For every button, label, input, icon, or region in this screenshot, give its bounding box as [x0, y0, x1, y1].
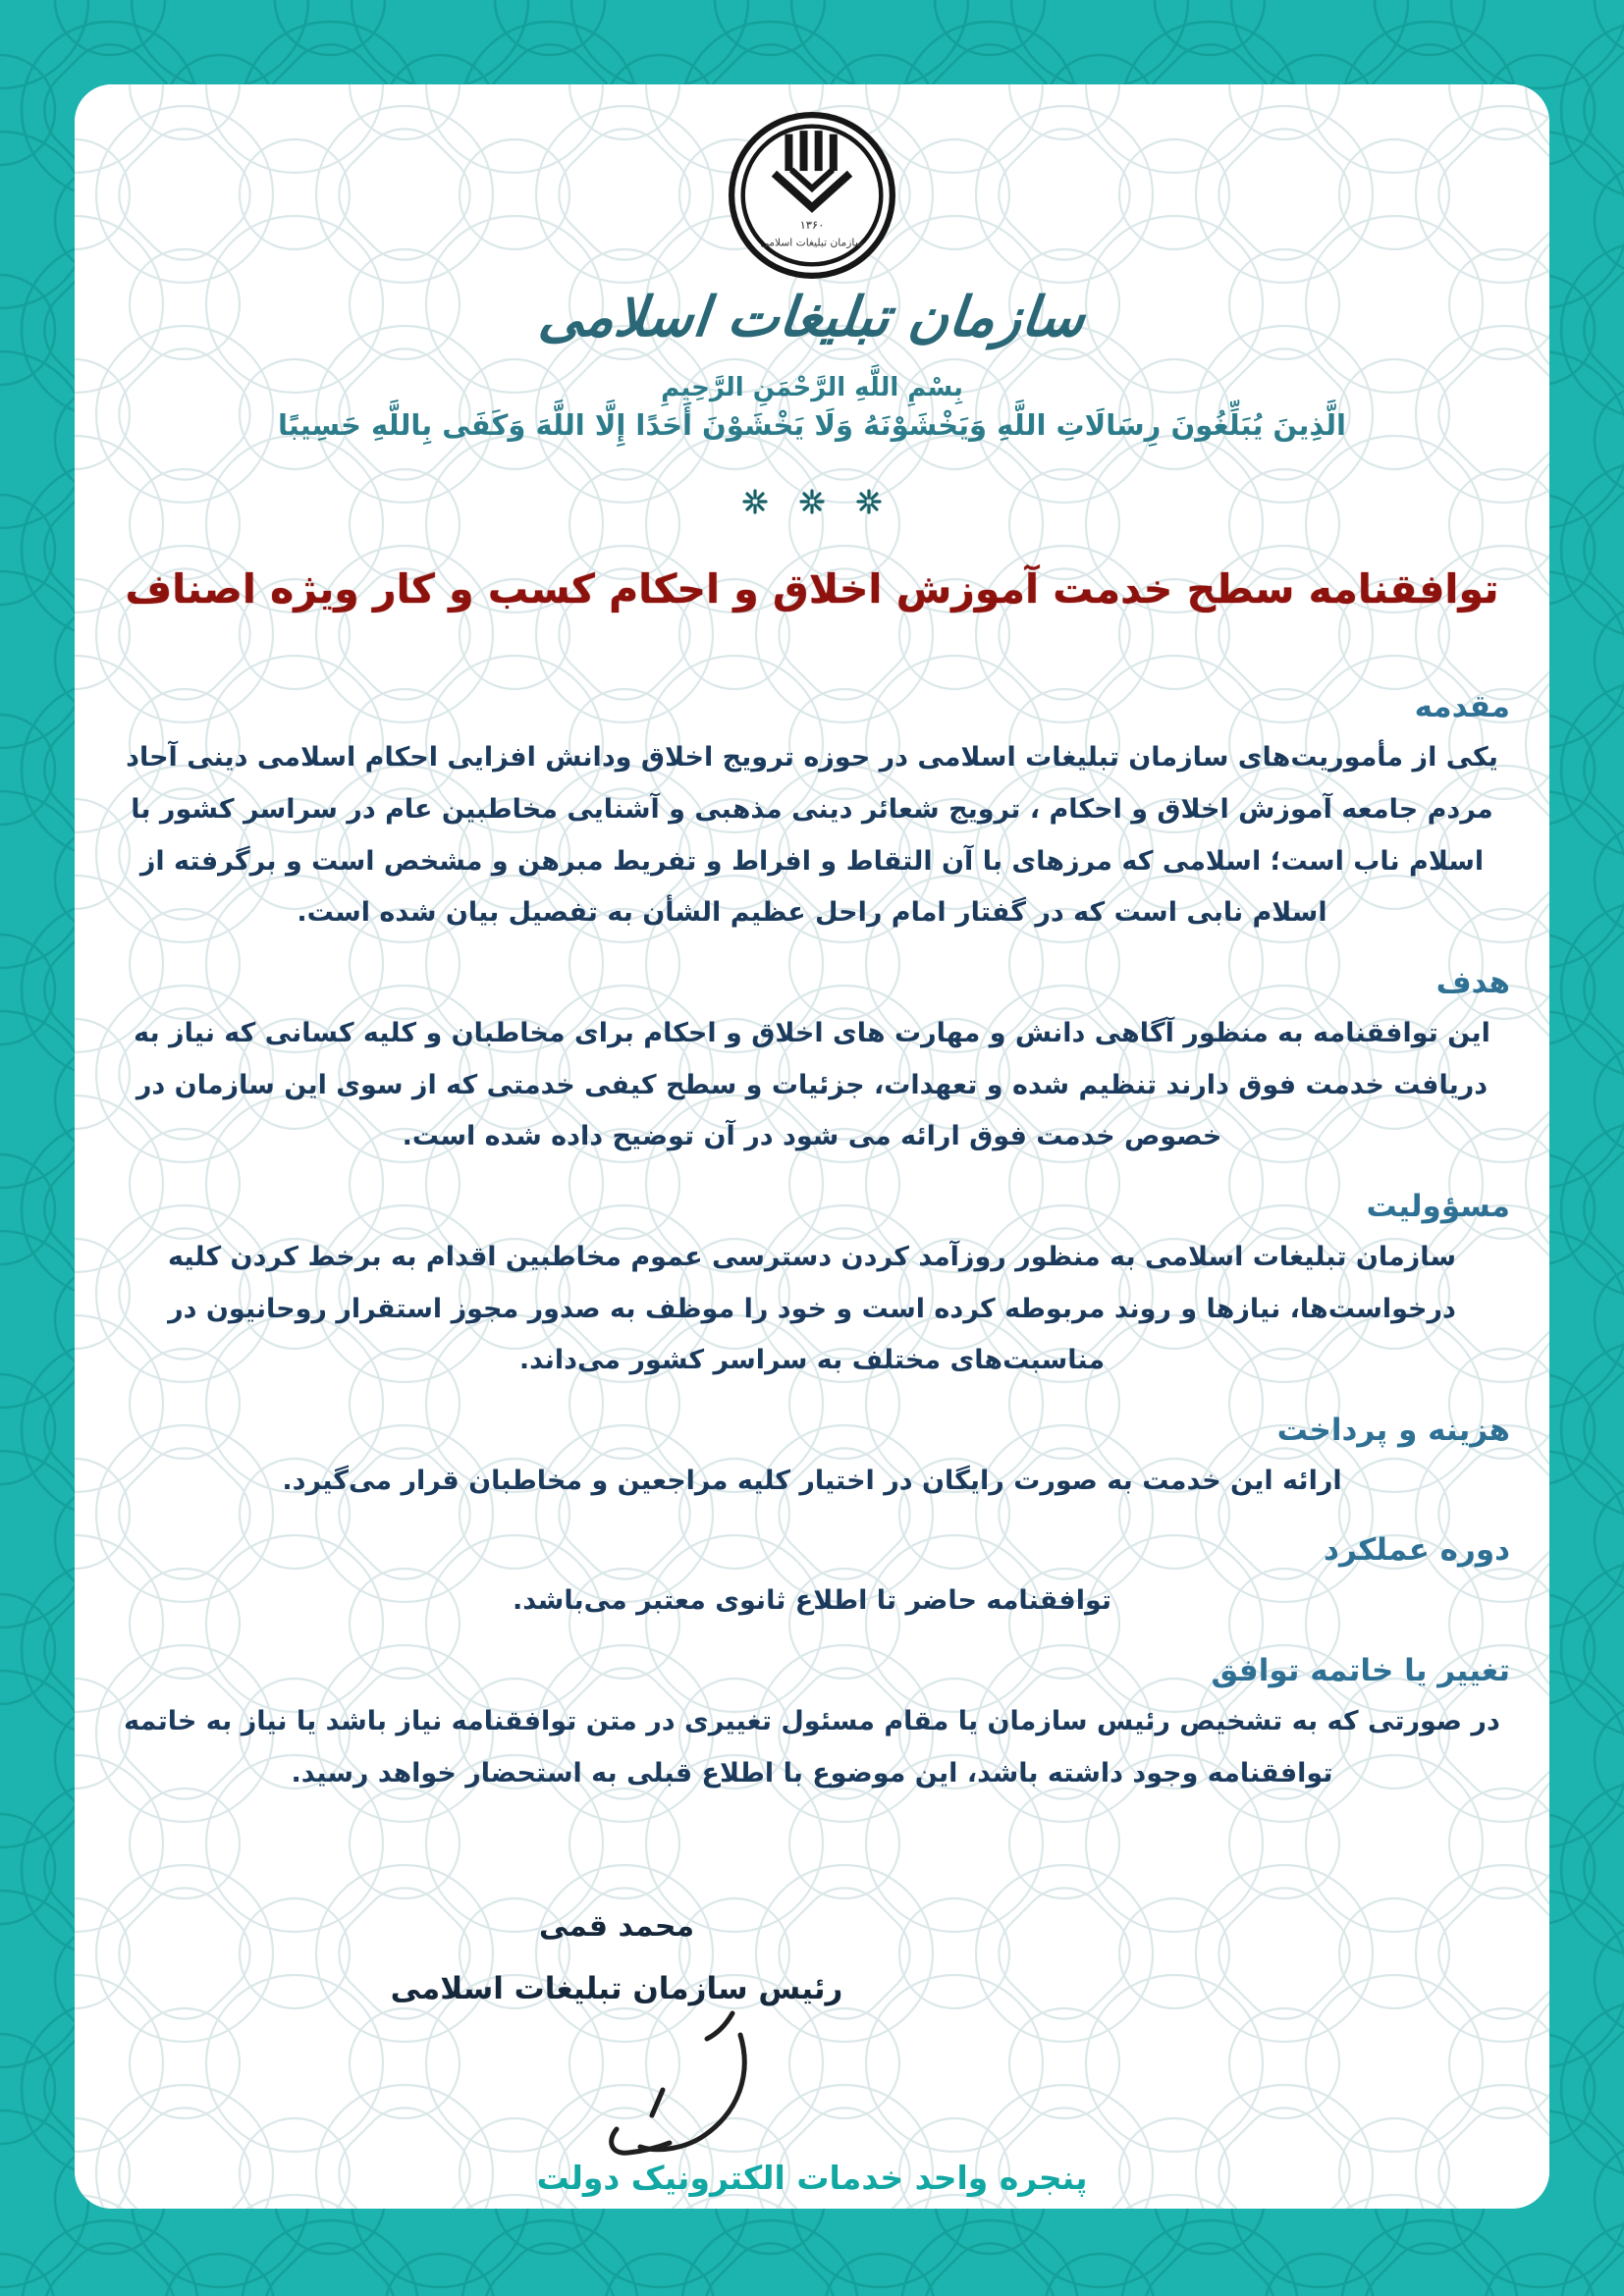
signatory-name: محمد قمی	[538, 1909, 695, 1945]
star-icon	[797, 487, 827, 516]
section-cost-payment	[114, 1413, 1510, 1508]
section-performance-period	[114, 1532, 1510, 1628]
section-goal-heading: هدف	[1435, 964, 1510, 1000]
emblem-year: ۱۳۶۰	[799, 217, 825, 232]
section-performance-period-heading: دوره عملکرد	[1324, 1532, 1510, 1569]
org-emblem-icon	[725, 108, 899, 283]
section-change-termination-body: در صورتی که به تشخیص رئیس سازمان یا مقام مسئول تغییری در متن توافقنامه نیاز باشد یا نیاز به خاتمه توافقنامه وجود داشته باشد، این موضوع با اطلاع قبلی به استحضار خواهد رسید.	[124, 1706, 1500, 1789]
document-content	[75, 84, 1549, 2209]
section-intro-body: یکی از مأموریت‌های سازمان تبلیغات اسلامی در حوزه ترویج اخلاق ودانش افزایی احکام اسلامی دینی آحاد مردم جامعه آموزش اخلاق و احکام ، ترویج شعائر دینی مذهبی و آشنایی مخاطبین عام در سراسر کشور با اسلام ناب است؛ اسلامی که مرزهای با آن التقاط و افراط و تفریط مبرهن و مشخص است و برگرفته از اسلام نابی است که در گفتار امام راحل عظیم الشأن به تفصیل بیان شده است.	[126, 742, 1498, 929]
document-card	[75, 84, 1549, 2209]
star-icon	[854, 487, 884, 516]
quran-verse: الَّذِينَ يُبَلِّغُونَ رِسَالَاتِ اللَّهِ وَيَخْشَوْنَهُ وَلَا يَخْشَوْنَ أَحَدًا إِلَّا اللَّهَ وَكَفَى بِاللَّهِ حَسِيبًا	[277, 408, 1346, 443]
bismillah-text: بِسْمِ اللَّهِ الرَّحْمَنِ الرَّحِيمِ	[661, 373, 963, 403]
section-performance-period-body: توافقنامه حاضر تا اطلاع ثانوی معتبر می‌باشد.	[512, 1585, 1112, 1617]
ornament-stars	[75, 487, 1549, 516]
emblem-arc-text: سازمان تبلیغات اسلامی	[760, 236, 864, 249]
section-intro	[114, 689, 1510, 939]
section-responsibility-body: سازمان تبلیغات اسلامی به منظور روزآمد کردن دسترسی عموم مخاطبین اقدام به برخط کردن کلیه درخواست‌ها، نیازها و روند مربوطه کرده است و خود را موظف به صدور مجوز استقرار روحانیون در مناسبت‌های مختلف به سراسر کشور می‌داند.	[168, 1241, 1456, 1376]
section-responsibility-heading: مسؤولیت	[1366, 1188, 1510, 1224]
section-goal-body: این توافقنامه به منظور آگاهی دانش و مهارت های اخلاق و احکام برای مخاطبان و کلیه کسانی که نیاز به دریافت خدمت فوق دارند تنظیم شده و تعهدات، جزئیات و سطح کیفی خدمتی که از سوی این سازمان در خصوص خدمت فوق ارائه می شود در آن توضیح داده شده است.	[134, 1017, 1490, 1152]
star-icon	[740, 487, 770, 516]
signature-scribble-icon	[558, 2003, 793, 2170]
section-cost-payment-heading: هزینه و پرداخت	[1276, 1412, 1510, 1448]
document-title: توافقنامه سطح خدمت آموزش اخلاق و احکام کسب و کار ویژه اصناف	[125, 565, 1499, 614]
signatory-title: رئیس سازمان تبلیغات اسلامی	[390, 1971, 843, 2007]
section-cost-payment-body: ارائه این خدمت به صورت رایگان در اختیار کلیه مراجعین و مخاطبان قرار می‌گیرد.	[282, 1465, 1342, 1496]
section-responsibility	[114, 1189, 1510, 1387]
org-calligraphy: سازمان تبلیغات اسلامی	[535, 286, 1089, 349]
section-goal	[114, 965, 1510, 1163]
org-logo-block	[75, 84, 1549, 349]
sections-container	[75, 689, 1549, 1799]
section-change-termination-heading: تغییر یا خاتمه توافق	[1211, 1653, 1510, 1689]
section-intro-heading: مقدمه	[1414, 689, 1510, 725]
section-change-termination	[114, 1653, 1510, 1799]
footer-text: پنجره واحد خدمات الکترونیک دولت	[536, 2159, 1088, 2197]
signature-block	[381, 1907, 852, 2173]
